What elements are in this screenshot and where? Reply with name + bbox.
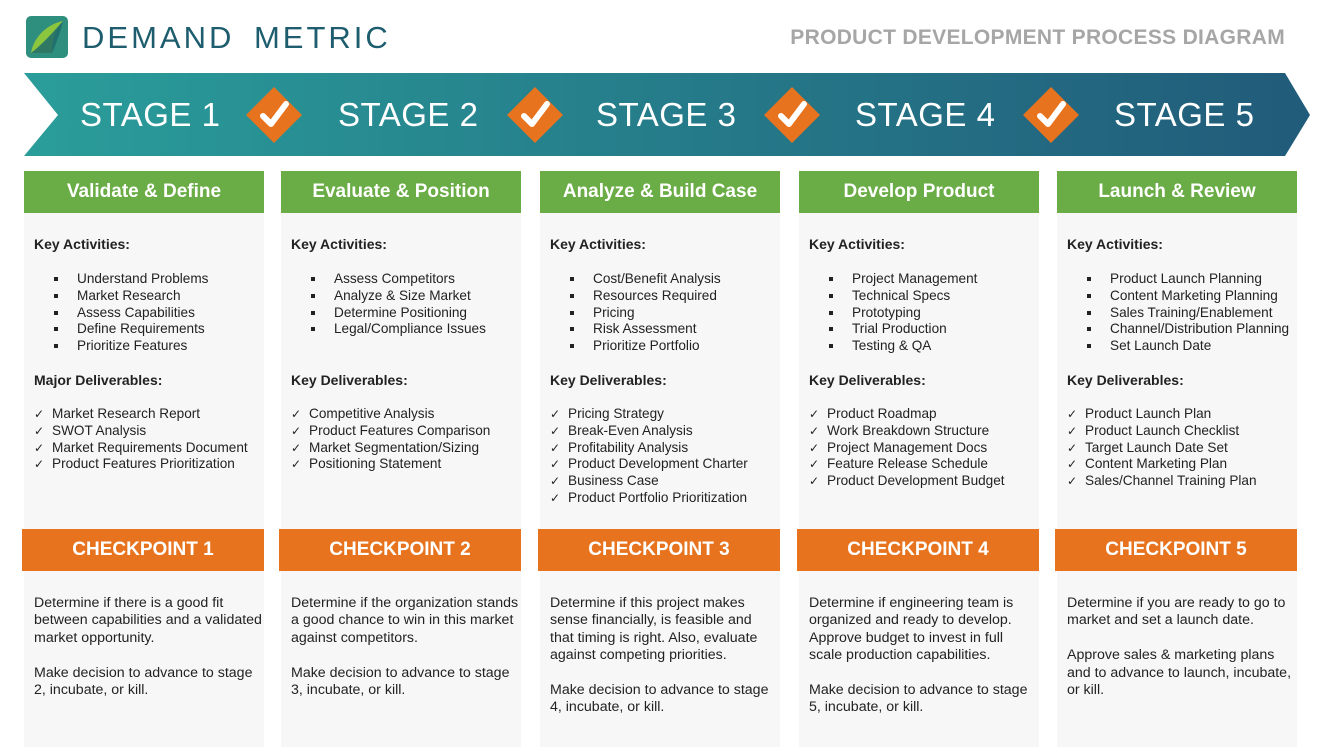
checkpoint-description xyxy=(809,595,1037,734)
activity-item: Set Launch Date xyxy=(1087,338,1289,355)
checkpoint-paragraph: Determine if there is a good fit between capabilities and a validated market opportunity. xyxy=(34,595,262,646)
deliverable-item: ✓ Market Research Report xyxy=(34,406,248,423)
checkpoint-paragraph: Determine if the organization stands a good chance to win in this market against competitors. xyxy=(291,595,519,646)
checkpoint-header: CHECKPOINT 5 xyxy=(1055,529,1297,571)
activity-item: Risk Assessment xyxy=(570,321,721,338)
stage-name-header: Develop Product xyxy=(799,171,1039,213)
deliverable-item: ✓ Product Launch Checklist xyxy=(1067,423,1257,440)
activities-list xyxy=(829,271,977,355)
stage-label-1: STAGE 1 xyxy=(80,96,221,133)
checkmark-diamond-icon xyxy=(506,86,564,144)
leaf-logo-icon xyxy=(26,16,68,58)
deliverable-item: ✓ Profitability Analysis xyxy=(550,440,748,457)
activities-list xyxy=(54,271,208,355)
stage-label-2: STAGE 2 xyxy=(338,96,479,133)
deliverable-item: ✓ SWOT Analysis xyxy=(34,423,248,440)
deliverable-item: ✓ Feature Release Schedule xyxy=(809,456,1005,473)
stage-column-1 xyxy=(24,171,264,747)
activity-item: Prioritize Portfolio xyxy=(570,338,721,355)
activities-title: Key Activities: xyxy=(550,236,646,252)
deliverable-item: ✓ Product Development Charter xyxy=(550,456,748,473)
checkpoint-header: CHECKPOINT 4 xyxy=(797,529,1039,571)
activity-item: Pricing xyxy=(570,305,721,322)
activities-list xyxy=(570,271,721,355)
activity-item: Analyze & Size Market xyxy=(311,288,486,305)
stage-label-4: STAGE 4 xyxy=(855,96,996,133)
checkpoint-description xyxy=(550,595,778,734)
deliverable-item: ✓ Product Launch Plan xyxy=(1067,406,1257,423)
activity-item: Prototyping xyxy=(829,305,977,322)
deliverable-item: ✓ Product Features Prioritization xyxy=(34,456,248,473)
activities-title: Key Activities: xyxy=(809,236,905,252)
deliverable-item: ✓ Target Launch Date Set xyxy=(1067,440,1257,457)
deliverables-title: Key Deliverables: xyxy=(291,372,408,388)
checkpoint-description xyxy=(291,595,519,717)
activity-item: Determine Positioning xyxy=(311,305,486,322)
deliverables-list xyxy=(809,406,1005,490)
stage-column-3 xyxy=(540,171,780,747)
stage-column-5 xyxy=(1057,171,1297,747)
deliverables-list xyxy=(34,406,248,473)
activities-list xyxy=(311,271,486,338)
deliverable-item: ✓ Competitive Analysis xyxy=(291,406,490,423)
activity-item: Resources Required xyxy=(570,288,721,305)
stage-name-header: Analyze & Build Case xyxy=(540,171,780,213)
checkmark-diamond-icon xyxy=(763,86,821,144)
deliverable-item: ✓ Business Case xyxy=(550,473,748,490)
activity-item: Channel/Distribution Planning xyxy=(1087,321,1289,338)
deliverable-item: ✓ Project Management Docs xyxy=(809,440,1005,457)
deliverables-title: Key Deliverables: xyxy=(1067,372,1184,388)
checkpoint-paragraph: Determine if engineering team is organized and ready to develop. Approve budget to invest in full scale production capabilities. xyxy=(809,595,1014,664)
deliverable-item: ✓ Product Development Budget xyxy=(809,473,1005,490)
brand-name xyxy=(82,18,391,58)
brand-second: METRIC xyxy=(253,20,391,55)
checkpoint-paragraph: Make decision to advance to stage 3, incubate, or kill. xyxy=(291,664,510,699)
checkpoint-description xyxy=(34,595,262,717)
page-title: PRODUCT DEVELOPMENT PROCESS DIAGRAM xyxy=(790,26,1285,49)
stage-name-header: Launch & Review xyxy=(1057,171,1297,213)
deliverables-title: Major Deliverables: xyxy=(34,372,163,388)
activity-item: Cost/Benefit Analysis xyxy=(570,271,721,288)
stage-column-2 xyxy=(281,171,521,747)
deliverable-item: ✓ Break-Even Analysis xyxy=(550,423,748,440)
stage-name-header: Evaluate & Position xyxy=(281,171,521,213)
checkmark-diamond-icon xyxy=(1022,86,1080,144)
activity-item: Trial Production xyxy=(829,321,977,338)
deliverables-list xyxy=(291,406,490,473)
checkpoint-paragraph: Make decision to advance to stage 5, incubate, or kill. xyxy=(809,682,1028,716)
deliverable-item: ✓ Positioning Statement xyxy=(291,456,490,473)
deliverable-item: ✓ Content Marketing Plan xyxy=(1067,456,1257,473)
checkpoint-header: CHECKPOINT 3 xyxy=(538,529,780,571)
activity-item: Legal/Compliance Issues xyxy=(311,321,486,338)
deliverable-item: ✓ Work Breakdown Structure xyxy=(809,423,1005,440)
deliverables-title: Key Deliverables: xyxy=(809,372,926,388)
activities-title: Key Activities: xyxy=(1067,236,1163,252)
header xyxy=(0,0,1329,70)
activity-item: Define Requirements xyxy=(54,321,208,338)
activity-item: Assess Capabilities xyxy=(54,305,208,322)
checkpoint-paragraph: Make decision to advance to stage 4, incubate, or kill. xyxy=(550,682,769,716)
checkpoint-paragraph: Approve sales & marketing plans and to advance to launch, incubate, or kill. xyxy=(1067,647,1292,699)
checkpoint-header: CHECKPOINT 2 xyxy=(279,529,521,571)
activity-item: Understand Problems xyxy=(54,271,208,288)
deliverables-list xyxy=(550,406,748,507)
checkpoint-paragraph: Make decision to advance to stage 2, incubate, or kill. xyxy=(34,664,253,699)
deliverable-item: ✓ Sales/Channel Training Plan xyxy=(1067,473,1257,490)
activities-title: Key Activities: xyxy=(34,236,130,252)
stage-label-3: STAGE 3 xyxy=(596,96,737,133)
deliverable-item: ✓ Product Roadmap xyxy=(809,406,1005,423)
brand-first: DEMAND xyxy=(82,20,235,55)
activities-list xyxy=(1087,271,1289,355)
stage-name-header: Validate & Define xyxy=(24,171,264,213)
deliverables-title: Key Deliverables: xyxy=(550,372,667,388)
activity-item: Assess Competitors xyxy=(311,271,486,288)
checkpoint-paragraph: Determine if you are ready to go to market and set a launch date. xyxy=(1067,595,1286,629)
checkpoint-header: CHECKPOINT 1 xyxy=(22,529,264,571)
stage-label-5: STAGE 5 xyxy=(1114,96,1255,133)
checkmark-diamond-icon xyxy=(245,86,303,144)
activity-item: Content Marketing Planning xyxy=(1087,288,1289,305)
activity-item: Project Management xyxy=(829,271,977,288)
checkpoint-description xyxy=(1067,595,1295,717)
activity-item: Product Launch Planning xyxy=(1087,271,1289,288)
activity-item: Market Research xyxy=(54,288,208,305)
deliverable-item: ✓ Market Segmentation/Sizing xyxy=(291,440,490,457)
deliverable-item: ✓ Product Portfolio Prioritization xyxy=(550,490,748,507)
deliverables-list xyxy=(1067,406,1257,490)
activity-item: Prioritize Features xyxy=(54,338,208,355)
deliverable-item: ✓ Pricing Strategy xyxy=(550,406,748,423)
deliverable-item: ✓ Product Features Comparison xyxy=(291,423,490,440)
activity-item: Technical Specs xyxy=(829,288,977,305)
activity-item: Sales Training/Enablement xyxy=(1087,305,1289,322)
activities-title: Key Activities: xyxy=(291,236,387,252)
deliverable-item: ✓ Market Requirements Document xyxy=(34,440,248,457)
checkpoint-paragraph: Determine if this project makes sense financially, is feasible and that timing is right. Also, evaluate against competing priorities. xyxy=(550,595,758,664)
activity-item: Testing & QA xyxy=(829,338,977,355)
stage-column-4 xyxy=(799,171,1039,747)
